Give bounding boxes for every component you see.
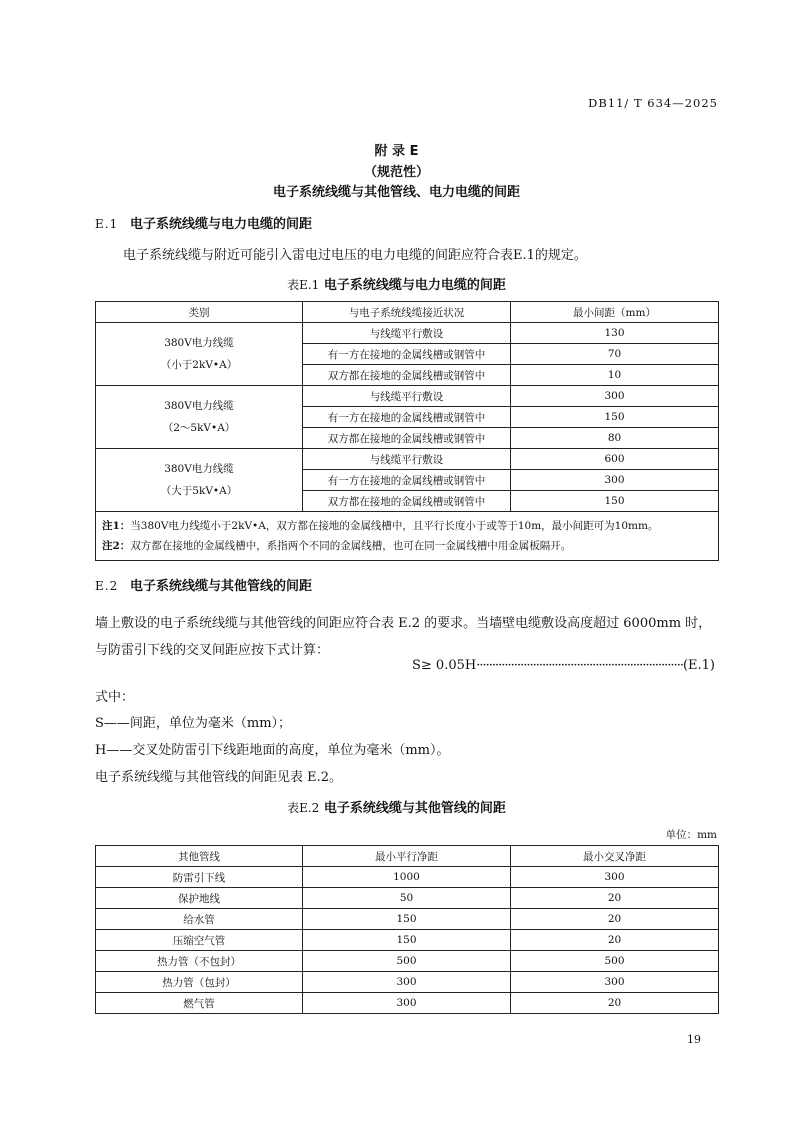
section-e2-title: 电子系统线缆与其他管线的间距 [130,579,313,594]
table-row [96,930,719,951]
note-2-text: 双方都在接地的金属线槽中，系指两个不同的金属线槽，也可在同一金属线槽中用金属板隔开。 [130,540,572,552]
formula-leader: ·································································· [476,658,683,673]
annex-normative: （规范性） [363,165,429,180]
table-header-cell: 最小间距（mm） [511,302,719,323]
section-e1-number: E.1 [95,217,119,231]
section-e2-para-line-2: 与防雷引下线的交叉间距应按下式计算： [95,643,330,658]
category-cell [96,449,303,512]
pipeline-cell: 热力管（不包封） [96,951,303,972]
category-line-1: 380V电力线缆 [164,337,234,349]
table-e1-caption-title: 电子系统线缆与电力电缆的间距 [323,278,506,293]
distance-cell: 300 [511,386,719,407]
section-e2-number: E.2 [95,579,119,593]
section-e1-heading [95,213,312,232]
table-header-cell: 类别 [96,302,303,323]
category-line-2: （大于5kV•A） [160,485,238,497]
parallel-cell: 150 [303,930,511,951]
section-e1-paragraph: 电子系统线缆与附近可能引入雷电过电压的电力电缆的间距应符合表E.1的规定。 [123,248,587,263]
distance-cell: 600 [511,449,719,470]
condition-cell: 与线缆平行敷设 [303,449,511,470]
table-e2-caption [0,797,793,816]
note-1-label: 注1： [102,520,131,532]
note-1-text: 当380V电力线缆小于2kV•A，双方都在接地的金属线槽中，且平行长度小于或等于10m，最小间距可为10mm。 [130,520,659,532]
condition-cell: 双方都在接地的金属线槽或钢管中 [303,365,511,386]
standard-code: DB11/ T 634—2025 [588,96,718,110]
table-row [96,888,719,909]
condition-cell: 有一方在接地的金属线槽或钢管中 [303,470,511,491]
page-number: 19 [687,1033,701,1046]
section-e2-para-line-1: 墙上敷设的电子系统线缆与其他管线的间距应符合表 E.2 的要求。当墙壁电缆敷设高度超过 6000mm 时， [95,616,712,631]
table-header-cell: 其他管线 [96,846,303,867]
table-header-cell: 最小平行净距 [303,846,511,867]
category-cell [96,386,303,449]
section-e1-title: 电子系统线缆与电力电缆的间距 [130,217,313,232]
annex-label: 附 录 E [374,144,419,159]
condition-cell: 有一方在接地的金属线槽或钢管中 [303,407,511,428]
pipeline-cell: 燃气管 [96,993,303,1014]
note-2 [102,536,712,556]
formula-expression: S≥ 0.05H [412,658,477,673]
where-label: 式中： [95,690,135,705]
table-e2-unit: 单位：mm [665,829,717,841]
table-e2-caption-title: 电子系统线缆与其他管线的间距 [323,801,506,816]
cross-cell: 20 [511,909,719,930]
parallel-cell: 300 [303,972,511,993]
category-line-2: （小于2kV•A） [160,359,238,371]
table-header-cell: 最小交叉净距 [511,846,719,867]
category-line-2: （2～5kV•A） [162,422,236,434]
table-e2-caption-number: 表E.2 [287,801,320,815]
definition-h: H——交叉处防雷引下线距地面的高度，单位为毫米（mm）。 [95,743,450,758]
table-row [96,323,719,344]
parallel-cell: 500 [303,951,511,972]
pipeline-cell: 给水管 [96,909,303,930]
table-row [96,972,719,993]
table-notes-row [96,512,719,561]
table-header-row [96,846,719,867]
pipeline-cell: 保护地线 [96,888,303,909]
pipeline-cell: 防雷引下线 [96,867,303,888]
distance-cell: 10 [511,365,719,386]
table-e2 [95,845,719,1014]
category-line-1: 380V电力线缆 [164,400,234,412]
table-row [96,449,719,470]
cross-cell: 300 [511,972,719,993]
distance-cell: 300 [511,470,719,491]
cross-cell: 20 [511,930,719,951]
category-line-1: 380V电力线缆 [164,463,234,475]
note-1 [102,516,712,536]
table-header-cell: 与电子系统线缆接近状况 [303,302,511,323]
cross-cell: 300 [511,867,719,888]
distance-cell: 150 [511,407,719,428]
definition-s: S——间距，单位为毫米（mm）； [95,716,292,731]
distance-cell: 150 [511,491,719,512]
table-header-row [96,302,719,323]
table-notes [96,512,719,561]
table-row [96,386,719,407]
distance-cell: 130 [511,323,719,344]
cross-cell: 20 [511,888,719,909]
pipeline-cell: 热力管（包封） [96,972,303,993]
parallel-cell: 50 [303,888,511,909]
parallel-cell: 150 [303,909,511,930]
table-e1-caption-number: 表E.1 [287,278,320,292]
condition-cell: 双方都在接地的金属线槽或钢管中 [303,428,511,449]
condition-cell: 有一方在接地的金属线槽或钢管中 [303,344,511,365]
table-row [96,909,719,930]
annex-title: 电子系统线缆与其他管线、电力电缆的间距 [272,185,520,200]
formula [412,658,715,673]
table-row [96,867,719,888]
condition-cell: 双方都在接地的金属线槽或钢管中 [303,491,511,512]
distance-cell: 70 [511,344,719,365]
section-e2-para-2: 电子系统线缆与其他管线的间距见表 E.2。 [95,770,343,785]
note-2-label: 注2： [102,540,131,552]
category-cell [96,323,303,386]
formula-number: (E.1) [682,658,715,673]
section-e2-heading [95,575,312,594]
table-e1 [95,301,719,561]
distance-cell: 80 [511,428,719,449]
table-row [96,951,719,972]
parallel-cell: 300 [303,993,511,1014]
table-row [96,993,719,1014]
parallel-cell: 1000 [303,867,511,888]
cross-cell: 500 [511,951,719,972]
cross-cell: 20 [511,993,719,1014]
condition-cell: 与线缆平行敷设 [303,323,511,344]
pipeline-cell: 压缩空气管 [96,930,303,951]
condition-cell: 与线缆平行敷设 [303,386,511,407]
table-e1-caption [0,274,793,293]
